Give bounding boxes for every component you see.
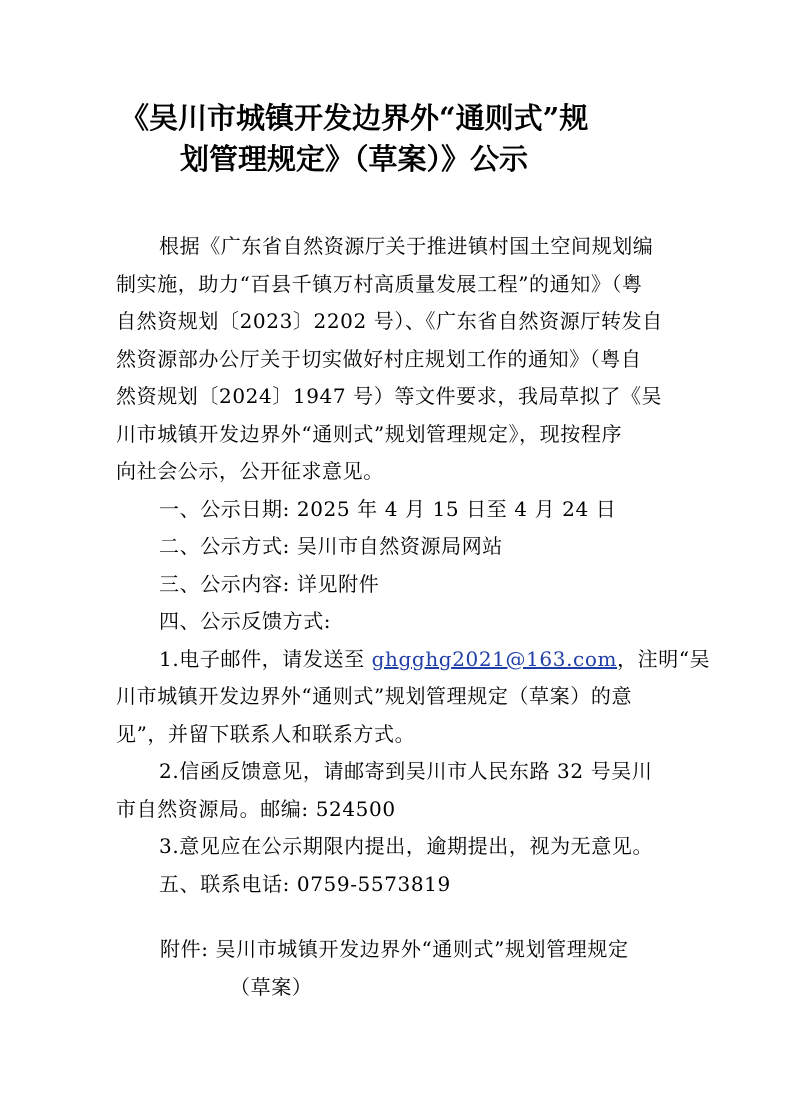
intro-line-5: 然资规划〔2024〕1947 号）等文件要求，我局草拟了《吴 <box>116 384 663 408</box>
feedback-heading: 四、公示反馈方式: <box>159 609 332 633</box>
feedback-email-line-3: 见”，并留下联系人和联系方式。 <box>116 721 416 746</box>
attachment-line-2: （草案） <box>230 975 313 999</box>
intro-line-1: 根据《广东省自然资源厅关于推进镇村国土空间规划编 <box>159 234 654 258</box>
intro-line-3: 自然资规划〔2023〕2202 号）、《广东省自然资源厅转发自 <box>116 309 663 333</box>
feedback-email-line <box>116 641 711 679</box>
feedback-email-line-2: 川市城镇开发边界外“通则式”规划管理规定（草案）的意 <box>116 684 633 708</box>
notice-date: 一、公示日期: 2025 年 4 月 15 日至 4 月 24 日 <box>159 496 617 521</box>
feedback-email-prefix: 1.电子邮件，请发送至 <box>159 646 372 671</box>
intro-line-2: 制实施，助力“百县千镇万村高质量发展工程”的通知》（粤 <box>116 271 643 296</box>
document-title <box>0 98 790 180</box>
title-line-1: 《吴川市城镇开发边界外“通则式”规 <box>120 101 589 135</box>
attachment-line-1: 附件: 吴川市城镇开发边界外“通则式”规划管理规定 <box>160 937 629 961</box>
document-body <box>116 228 711 903</box>
attachment-section <box>160 930 629 1006</box>
feedback-deadline-note: 3.意见应在公示期限内提出，逾期提出，视为无意见。 <box>159 834 654 858</box>
contact-phone: 五、联系电话: 0759-5573819 <box>159 871 451 896</box>
notice-content: 三、公示内容: 详见附件 <box>159 571 380 596</box>
feedback-email-suffix: ，注明“吴 <box>617 646 711 671</box>
intro-line-6: 川市城镇开发边界外“通则式”规划管理规定》，现按程序 <box>116 421 623 446</box>
title-line-2: 划管理规定》（草案）》公示 <box>180 142 529 176</box>
intro-line-4: 然资源部办公厅关于切实做好村庄规划工作的通知》（粤自 <box>116 346 642 371</box>
feedback-mail-line-1: 2.信函反馈意见，请邮寄到吴川市人民东路 32 号吴川 <box>159 759 653 783</box>
email-link[interactable]: ghgghg2021@163.com <box>371 646 618 671</box>
notice-method: 二、公示方式: 吴川市自然资源局网站 <box>159 534 503 558</box>
intro-line-7: 向社会公示，公开征求意见。 <box>116 459 384 483</box>
feedback-mail-line-2: 市自然资源局。邮编: 524500 <box>116 796 396 821</box>
